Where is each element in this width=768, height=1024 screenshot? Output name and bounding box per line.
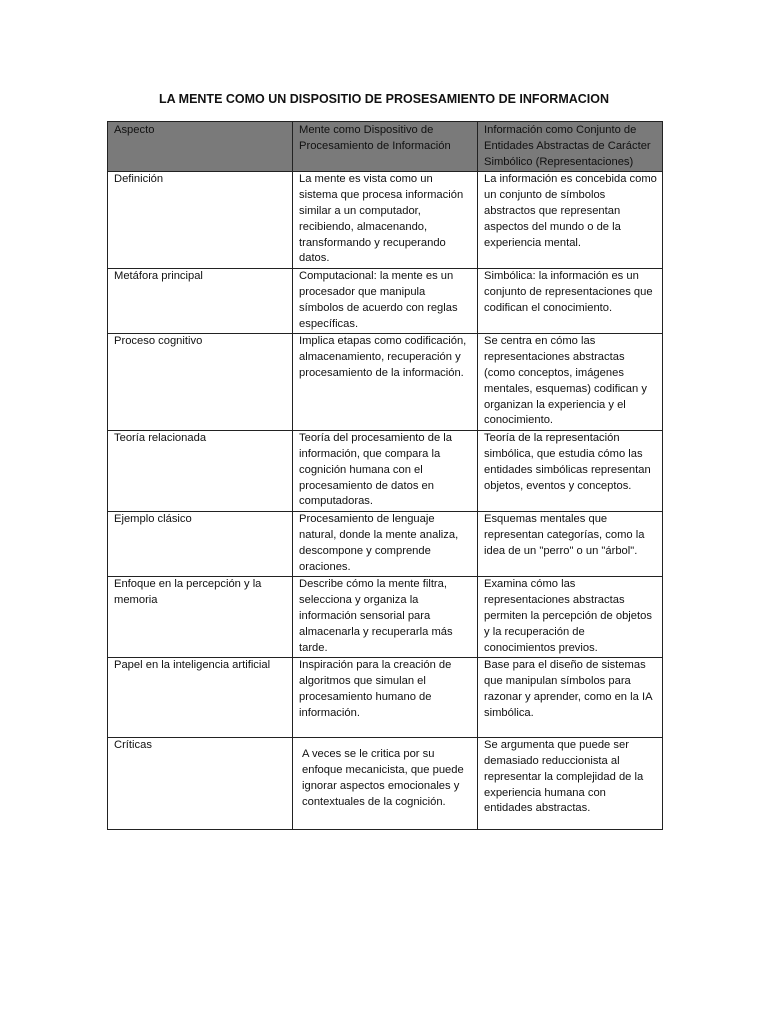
row-aspect-cell: Definición bbox=[108, 172, 293, 269]
row-mind-text: A veces se le critica por su enfoque mecanicista, que puede ignorar aspectos emocionales y contextuales de la cognición. bbox=[302, 748, 464, 808]
row-info-cell: Base para el diseño de sistemas que manipulan símbolos para razonar y aprender, como en la IA simbólica. bbox=[478, 658, 663, 738]
row-aspect-cell: Proceso cognitivo bbox=[108, 334, 293, 431]
row-info-cell: Se centra en cómo las representaciones abstractas (como conceptos, imágenes mentales, esquemas) codifican y organizan la experiencia y el conocimiento. bbox=[478, 334, 663, 431]
header-information-symbolic: Información como Conjunto de Entidades Abstractas de Carácter Simbólico (Representaciones) bbox=[478, 122, 663, 172]
table-row bbox=[108, 658, 663, 738]
table-row bbox=[108, 172, 663, 269]
row-aspect-cell: Enfoque en la percepción y la memoria bbox=[108, 577, 293, 658]
header-mind-device: Mente como Dispositivo de Procesamiento de Información bbox=[293, 122, 478, 172]
row-aspect-cell: Papel en la inteligencia artificial bbox=[108, 658, 293, 738]
row-aspect-cell: Ejemplo clásico bbox=[108, 512, 293, 577]
row-mind-cell: Procesamiento de lenguaje natural, donde la mente analiza, descompone y comprende oraciones. bbox=[293, 512, 478, 577]
comparison-table bbox=[107, 121, 663, 830]
row-mind-cell bbox=[293, 738, 478, 830]
row-mind-cell: Describe cómo la mente filtra, selecciona y organiza la información sensorial para almacenarla y recuperarla más tarde. bbox=[293, 577, 478, 658]
row-info-cell: Teoría de la representación simbólica, que estudia cómo las entidades simbólicas representan objetos, eventos y conceptos. bbox=[478, 431, 663, 512]
table-header-row bbox=[108, 122, 663, 172]
table-row bbox=[108, 738, 663, 830]
row-info-cell: Examina cómo las representaciones abstractas permiten la percepción de objetos y la recuperación de conocimientos previos. bbox=[478, 577, 663, 658]
row-info-cell: Esquemas mentales que representan categorías, como la idea de un "perro" o un "árbol". bbox=[478, 512, 663, 577]
table-row bbox=[108, 269, 663, 334]
row-info-cell: La información es concebida como un conjunto de símbolos abstractos que representan aspectos del mundo o de la experiencia mental. bbox=[478, 172, 663, 269]
row-mind-cell: La mente es vista como un sistema que procesa información similar a un computador, recibiendo, almacenando, transformando y recuperando datos. bbox=[293, 172, 478, 269]
table-row bbox=[108, 512, 663, 577]
row-mind-cell: Implica etapas como codificación, almacenamiento, recuperación y procesamiento de la información. bbox=[293, 334, 478, 431]
row-aspect-cell: Metáfora principal bbox=[108, 269, 293, 334]
row-mind-cell: Inspiración para la creación de algoritmos que simulan el procesamiento humano de información. bbox=[293, 658, 478, 738]
table-row bbox=[108, 334, 663, 431]
row-mind-cell: Teoría del procesamiento de la información, que compara la cognición humana con el procesamiento de datos en computadoras. bbox=[293, 431, 478, 512]
row-aspect-cell: Teoría relacionada bbox=[108, 431, 293, 512]
header-aspect: Aspecto bbox=[108, 122, 293, 172]
row-aspect-cell: Críticas bbox=[108, 738, 293, 830]
row-mind-cell: Computacional: la mente es un procesador que manipula símbolos de acuerdo con reglas específicas. bbox=[293, 269, 478, 334]
table-row bbox=[108, 577, 663, 658]
document-title: LA MENTE COMO UN DISPOSITIO DE PROSESAMIENTO DE INFORMACION bbox=[158, 92, 610, 106]
row-info-cell: Se argumenta que puede ser demasiado reduccionista al representar la complejidad de la experiencia humana con entidades abstractas. bbox=[478, 738, 663, 830]
table-row bbox=[108, 431, 663, 512]
row-info-cell: Simbólica: la información es un conjunto de representaciones que codifican el conocimiento. bbox=[478, 269, 663, 334]
